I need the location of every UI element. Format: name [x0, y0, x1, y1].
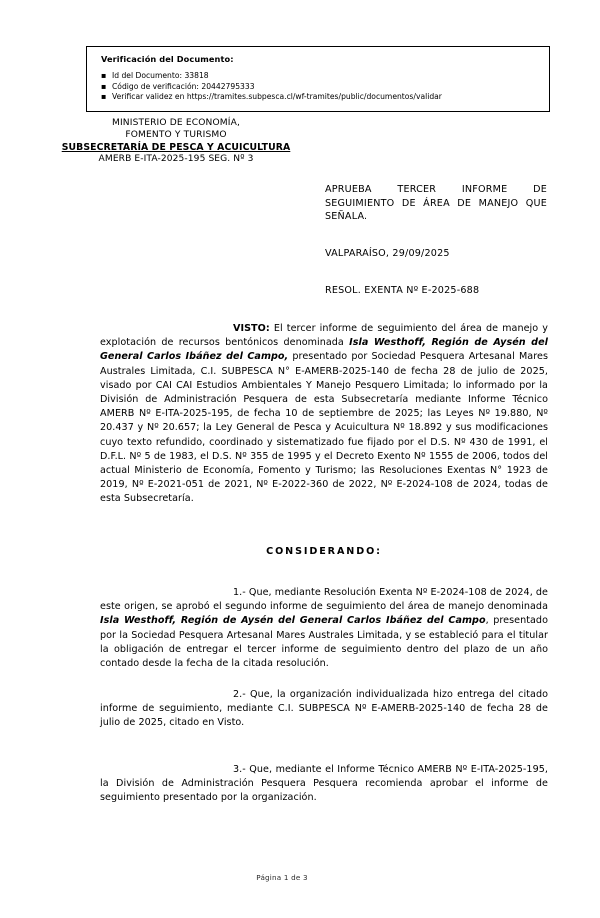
verification-item-label: Id del Documento: 33818 — [112, 71, 209, 80]
place-and-date: VALPARAÍSO, 29/09/2025 — [325, 248, 450, 259]
letterhead-line-ministry: MINISTERIO DE ECONOMÍA, — [111, 118, 241, 128]
considerando-paragraph — [100, 688, 548, 731]
page-footer: Página 1 de 3 — [256, 873, 308, 882]
bullet-icon: ▪ — [101, 71, 107, 80]
item1-text-1: 1.- Que, mediante Resolución Exenta Nº E-2024-108 de 2024, de este origen, se aprobó el segundo informe de seguimiento del área de manejo denominada — [100, 587, 548, 613]
resolution-subject — [325, 183, 547, 224]
letterhead-line-reference: AMERB E-ITA-2025-195 SEG. Nº 3 — [98, 153, 254, 164]
verification-item-code — [101, 82, 539, 93]
visto-text-2: presentado por Sociedad Pesquera Artesanal Mares Australes Limitada, C.I. SUBPESCA N° E-AMERB-2025-140 de fecha 28 de julio de 2025, visado por CAI CAI Estudios Ambientales Y Manejo Pesquero Limitada; lo informado por la División de Administración Pesquera de esta Subsecretaría mediante Informe Técnico AMERB Nº E-ITA-2025-195, de fecha 10 de septiembre de 2025; las Leyes Nº 19.880, Nº 20.437 y Nº 20.657; la Ley General de Pesca y Acuicultura Nº 18.892 y sus modificaciones cuyo texto refundido, coordinado y sistematizado fue fijado por el D.S. Nº 430 de 1991, el D.F.L. Nº 5 de 1983, el D.S. Nº 355 de 1995 y el Decreto Exento Nº 1555 de 2006, todos del actual Ministerio de Economía, Fomento y Turismo; las Resoluciones Exentas N° 1923 de 2019, Nº E-2021-051 de 2021, Nº E-2022-360 de 2022, Nº E-2024-108 de 2024, todas de esta Subsecretaría. — [100, 351, 548, 505]
resolution-number: RESOL. EXENTA Nº E-2025-688 — [325, 285, 480, 296]
verification-list — [101, 71, 539, 103]
considerando-item-1 — [100, 586, 548, 671]
item3-text-1: 3.- Que, mediante el Informe Técnico AMERB Nº E-ITA-2025-195, la División de Administración Pesquera Pesquera recomienda aprobar el informe de seguimiento presentado por la organización. — [100, 764, 548, 804]
considerando-heading: CONSIDERANDO: — [266, 546, 382, 557]
item2-text-1: 2.- Que, la organización individualizada hizo entrega del citado informe de seguimiento, mediante C.I. SUBPESCA Nº E-AMERB-2025-140 de fecha 28 de julio de 2025, citado en Visto. — [100, 689, 548, 729]
item1-area-name: Isla Westhoff, Región de Aysén del General Carlos Ibáñez del Campo — [100, 615, 486, 627]
visto-label: VISTO: — [233, 323, 270, 334]
considerando-item-3 — [100, 763, 548, 806]
visto-paragraph — [100, 322, 548, 507]
considerando-paragraph — [100, 763, 548, 806]
resolution-subject-line1: APRUEBA TERCER INFORME DE SEGUIMIENTO DE ÁREA DE MANEJO — [325, 184, 547, 209]
verification-title: Verificación del Documento: — [101, 54, 234, 64]
bullet-icon: ▪ — [101, 92, 107, 102]
visto-section — [100, 322, 548, 507]
item1-text-2: , presentado por la Sociedad Pesquera Artesanal Mares Australes Limitada, y se estableció para el titular la obligación de entregar el tercer informe de seguimiento dentro del plazo de un año contado desde la fecha de la citada resolución. — [100, 615, 548, 670]
considerando-paragraph — [100, 586, 548, 671]
verification-item-document-id — [101, 71, 539, 82]
visto-text-1: El tercer informe de seguimiento del área de manejo y explotación de recursos bentónicos denominada — [100, 323, 548, 349]
verification-item-label: Verificar validez en https://tramites.subpesca.cl/wf-tramites/public/documentos/validar — [112, 92, 442, 102]
visto-area-name: Isla Westhoff, Región de Aysén del General Carlos Ibáñez del Campo, — [100, 337, 548, 363]
verification-box — [86, 46, 550, 112]
letterhead-line-subsecretary: SUBSECRETARÍA DE PESCA Y ACUICULTURA — [61, 141, 291, 153]
bullet-icon: ▪ — [101, 81, 107, 91]
letterhead — [38, 118, 314, 166]
verification-item-url — [101, 92, 539, 103]
resolution-subject-line2: QUE SEÑALA. — [325, 197, 547, 223]
letterhead-line-department: FOMENTO Y TURISMO — [125, 129, 227, 140]
verification-item-label: Código de verificación: 20442795333 — [112, 81, 255, 91]
considerando-item-2 — [100, 688, 548, 731]
